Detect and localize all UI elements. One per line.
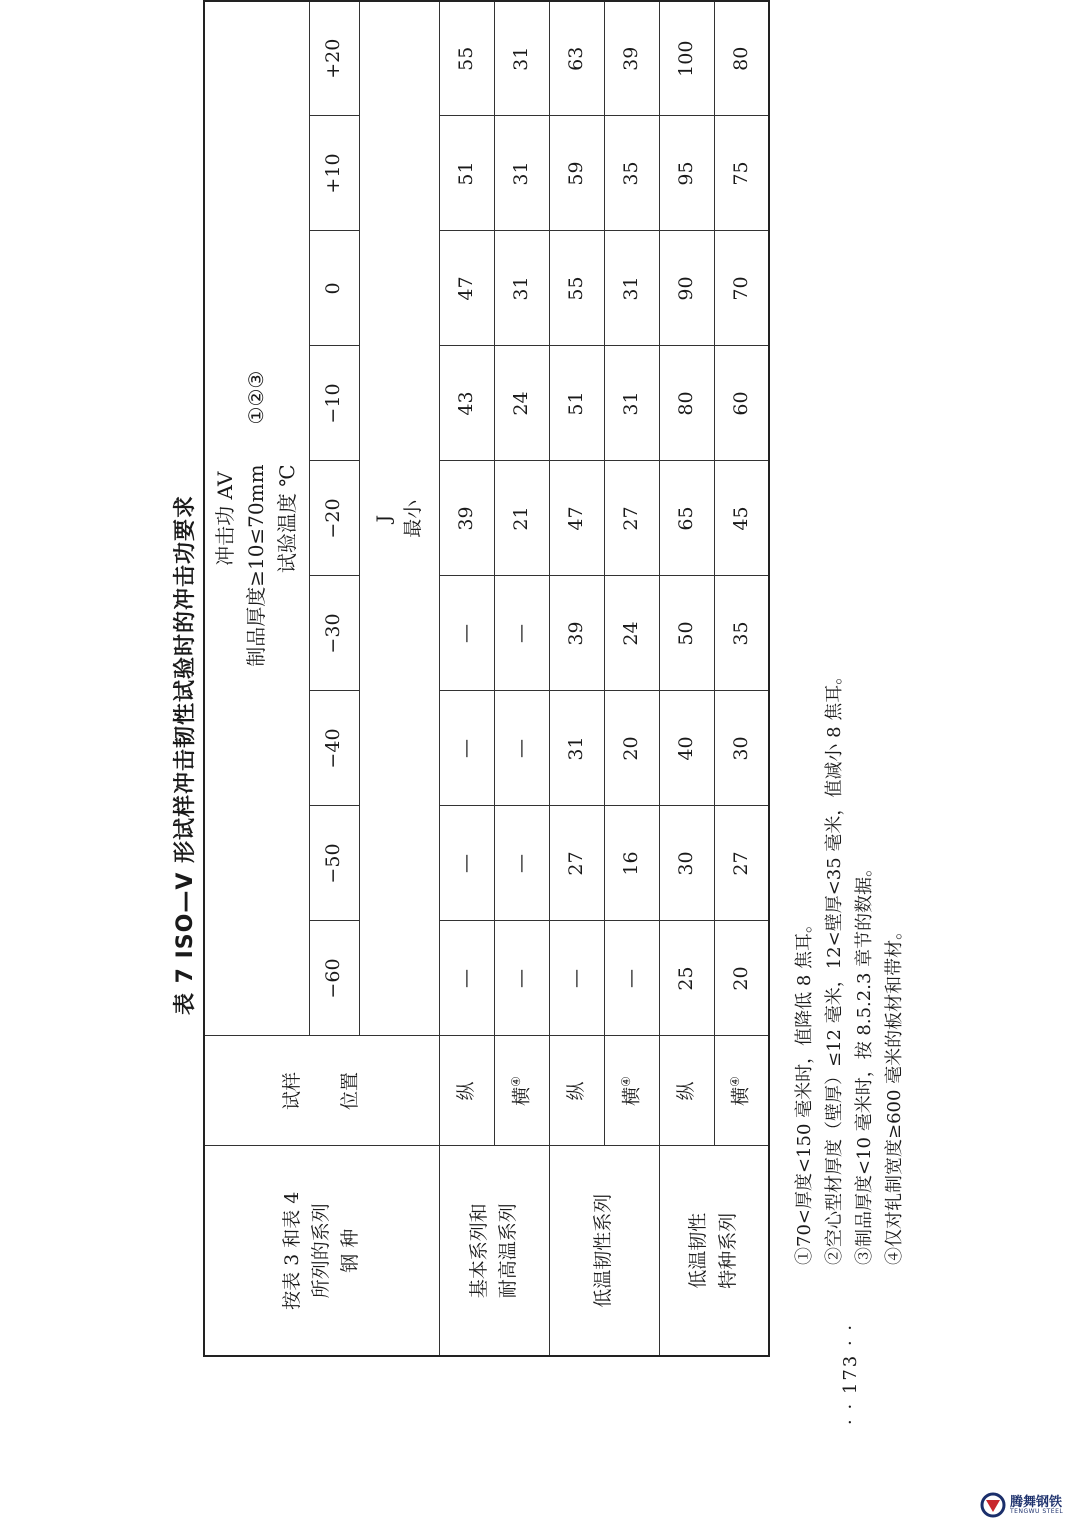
impact-value-cell: 31 — [494, 1, 549, 116]
impact-value-cell: 60 — [714, 346, 769, 461]
impact-value-cell: 39 — [549, 576, 604, 691]
impact-value-cell: 100 — [659, 1, 714, 116]
impact-value-cell: 30 — [659, 806, 714, 921]
impact-value-cell: 95 — [659, 116, 714, 231]
impact-value-cell: 27 — [549, 806, 604, 921]
impact-value-cell: 70 — [714, 231, 769, 346]
impact-value-cell: 27 — [714, 806, 769, 921]
logo-name-en: TENGWU STEEL — [1010, 1507, 1064, 1515]
footnotes — [790, 265, 910, 1265]
impact-value-cell: 40 — [659, 691, 714, 806]
table-row — [659, 1, 714, 1356]
impact-value-cell: 55 — [439, 1, 494, 116]
impact-value-cell: — — [494, 691, 549, 806]
impact-value-cell: — — [439, 806, 494, 921]
impact-value-cell: 43 — [439, 346, 494, 461]
position-text: 纵 — [454, 1081, 477, 1101]
impact-value-cell: 27 — [604, 461, 659, 576]
impact-value-cell: 51 — [439, 116, 494, 231]
steel-series-label: 低温韧性系列 — [549, 1146, 659, 1356]
impact-value-cell: 31 — [604, 231, 659, 346]
footnote-4: ④仅对轧制宽度≥600 毫米的板材和带材。 — [884, 921, 905, 1265]
specimen-position — [659, 1036, 714, 1146]
temperature-header: −50 — [309, 806, 359, 921]
temperature-header: −20 — [309, 461, 359, 576]
impact-value-cell: 31 — [494, 116, 549, 231]
impact-value-cell: 31 — [604, 346, 659, 461]
impact-value-cell: — — [604, 921, 659, 1036]
impact-value-cell: 47 — [439, 231, 494, 346]
table-row — [549, 1, 604, 1356]
impact-value-cell: 59 — [549, 116, 604, 231]
page-number: · · 173 · · — [840, 1322, 861, 1425]
impact-value-cell: 65 — [659, 461, 714, 576]
footnote-2: ②空心型材厚度（壁厚）≤12 毫米，12<壁厚<35 毫米，值减小 8 焦耳。 — [824, 666, 845, 1265]
impact-value-cell: 31 — [494, 231, 549, 346]
unit-label: J 最小 — [359, 1, 439, 1036]
specimen-position — [604, 1036, 659, 1146]
impact-value-cell: 50 — [659, 576, 714, 691]
position-text: 横 — [509, 1086, 532, 1106]
grade-header: 按表 3 和表 4 所列的系列 钢 种 — [204, 1146, 439, 1356]
table-caption: 表 7 ISO—V 形试样冲击韧性试验时的冲击功要求 — [173, 494, 198, 1016]
impact-value-cell: 24 — [604, 576, 659, 691]
impact-value-cell: 35 — [604, 116, 659, 231]
impact-value-cell: — — [439, 691, 494, 806]
impact-value-cell: 20 — [604, 691, 659, 806]
impact-value-cell: 30 — [714, 691, 769, 806]
impact-energy-table — [203, 0, 770, 1357]
thickness-text: 制品厚度≥10≤70mm — [244, 464, 269, 667]
impact-value-cell: 35 — [714, 576, 769, 691]
impact-value-cell: — — [494, 576, 549, 691]
impact-value-cell: 45 — [714, 461, 769, 576]
impact-value-cell: — — [494, 806, 549, 921]
position-text: 横 — [619, 1086, 642, 1106]
position-header: 试样 位置 — [204, 1036, 439, 1146]
impact-value-cell: 47 — [549, 461, 604, 576]
impact-value-cell: — — [439, 576, 494, 691]
impact-energy-label: 冲击功 AV — [213, 471, 238, 566]
specimen-position — [714, 1036, 769, 1146]
impact-value-cell: 21 — [494, 461, 549, 576]
logo-mark-icon — [980, 1492, 1006, 1518]
steel-series-label: 低温韧性 特种系列 — [659, 1146, 769, 1356]
position-footnote-mark: ④ — [728, 1076, 743, 1087]
specimen-position — [549, 1036, 604, 1146]
temperature-header: +20 — [309, 1, 359, 116]
impact-value-cell: 39 — [604, 1, 659, 116]
impact-value-cell: 51 — [549, 346, 604, 461]
temperature-header: 0 — [309, 231, 359, 346]
impact-value-cell: 75 — [714, 116, 769, 231]
impact-value-cell: 80 — [714, 1, 769, 116]
impact-value-cell: — — [439, 921, 494, 1036]
footnote-marks: ①②③ — [244, 370, 269, 425]
impact-value-cell: 16 — [604, 806, 659, 921]
impact-value-cell: 90 — [659, 231, 714, 346]
steel-series-label: 基本系列和 耐高温系列 — [439, 1146, 549, 1356]
specimen-position — [439, 1036, 494, 1146]
impact-value-cell: 24 — [494, 346, 549, 461]
temperature-header: −40 — [309, 691, 359, 806]
logo-name-cn: 腾舞钢铁 — [1010, 1494, 1063, 1510]
footnote-3: ③制品厚度<10 毫米时，按 8.5.2.3 章节的数据。 — [854, 858, 875, 1265]
temperature-header: −30 — [309, 576, 359, 691]
temperature-header: −60 — [309, 921, 359, 1036]
impact-value-cell: 80 — [659, 346, 714, 461]
specimen-position — [494, 1036, 549, 1146]
table-row — [439, 1, 494, 1356]
temperature-header: −10 — [309, 346, 359, 461]
footnote-1: ①70<厚度<150 毫米时，值降低 8 焦耳。 — [794, 914, 815, 1265]
impact-value-cell: 63 — [549, 1, 604, 116]
impact-value-cell: — — [549, 921, 604, 1036]
test-temperature-label: 试验温度 ℃ — [275, 464, 300, 574]
impact-energy-header — [204, 1, 309, 1036]
position-footnote-mark: ④ — [618, 1076, 633, 1087]
impact-value-cell: 20 — [714, 921, 769, 1036]
impact-value-cell: — — [494, 921, 549, 1036]
position-text: 纵 — [564, 1081, 587, 1101]
position-text: 横 — [729, 1086, 752, 1106]
impact-value-cell: 39 — [439, 461, 494, 576]
position-text: 纵 — [674, 1081, 697, 1101]
publisher-logo — [980, 1490, 1084, 1520]
impact-value-cell: 25 — [659, 921, 714, 1036]
thickness-range-label — [241, 2, 272, 1036]
position-footnote-mark: ④ — [508, 1076, 523, 1087]
temperature-header: +10 — [309, 116, 359, 231]
impact-value-cell: 55 — [549, 231, 604, 346]
impact-value-cell: 31 — [549, 691, 604, 806]
